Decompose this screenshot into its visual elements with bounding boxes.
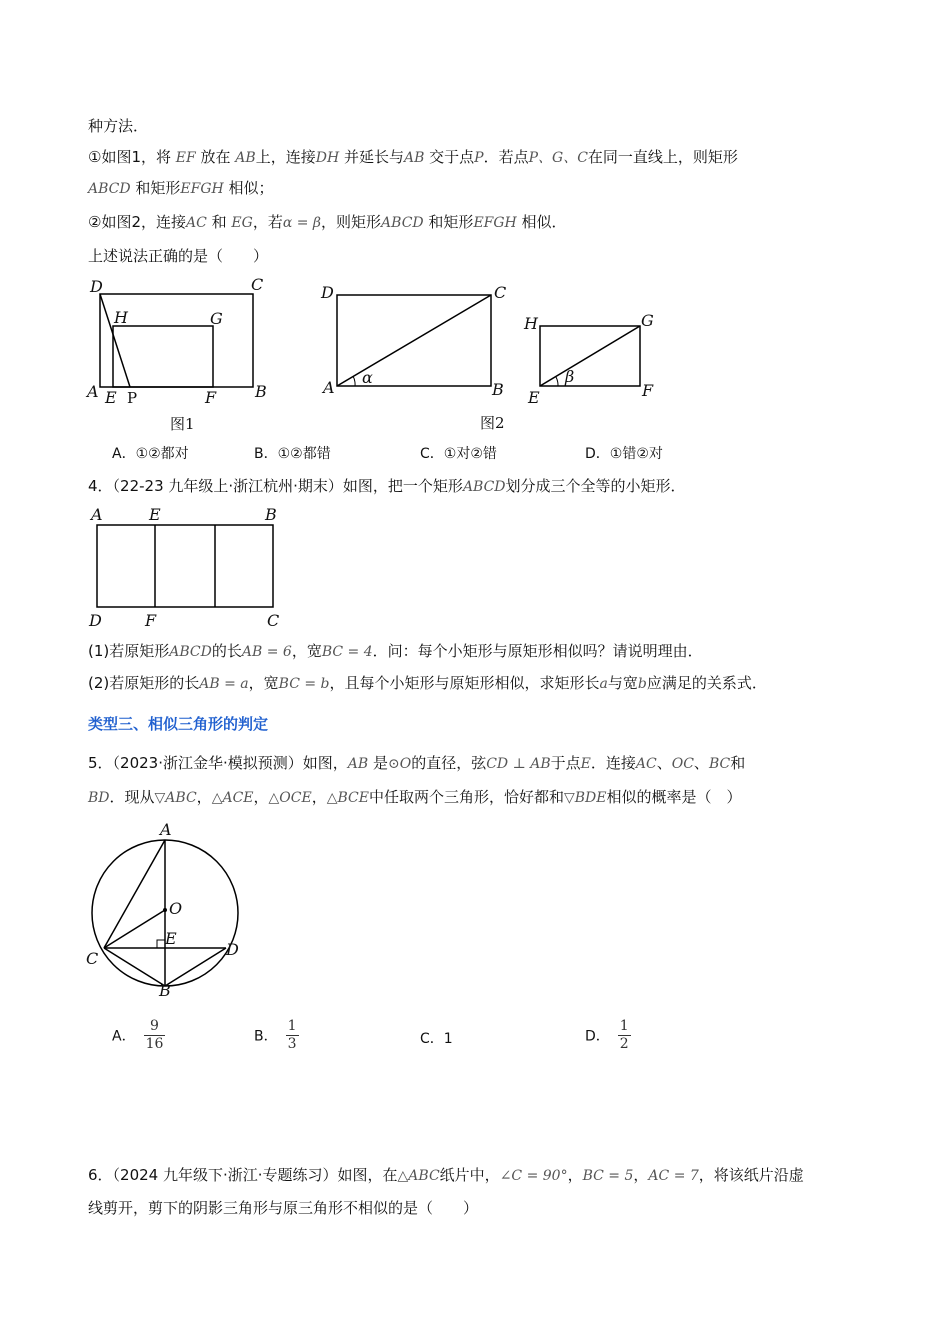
q5-label-o: O (169, 899, 183, 918)
q5-stem-cont: BD．现从▽ABC，△ACE，△OCE，△BCE中任取两个三角形，恰好都和▽BDE相似的概率是（ ） (88, 788, 742, 806)
q3-figure-2 (318, 278, 668, 438)
q3-option-d[interactable]: D．①错②对 (585, 446, 663, 462)
q5-segment-bc (104, 948, 165, 986)
q5-segment-ac (104, 840, 165, 948)
q3-figure-1 (85, 272, 285, 437)
fig2-label-b: B (492, 380, 504, 399)
q4-part-1: (1)若原矩形ABCD的长AB = 6，宽BC = 4．问：每个小矩形与原矩形相似吗？请说明理由． (88, 642, 703, 660)
fig1-caption: 图1 (170, 415, 195, 433)
q4-label-b: B (265, 505, 277, 524)
q5-label-e: E (165, 929, 177, 948)
fig2-label-e: E (528, 388, 540, 407)
q5-segment-oc (104, 910, 165, 948)
fig2-label-alpha: α (362, 368, 373, 387)
q3-statement-1: ①如图1，将 EF 放在 AB上，连接DH 并延长与AB 交于点P．若点P、G、C在同一直线上，则矩形 (88, 148, 738, 166)
q5-label-a: A (160, 820, 172, 839)
q4-label-a: A (91, 505, 103, 524)
fig2-diagonal-eg (540, 326, 640, 386)
q3-option-a[interactable]: A．①②都对 (112, 446, 189, 462)
q6-stem: 6．（2024 九年级下·浙江·专题练习）如图，在△ABC纸片中，∠C = 90°，BC = 5，AC = 7，将该纸片沿虚 (88, 1166, 804, 1184)
q5-option-b[interactable]: B． $\frac{1}{3}$ (254, 1018, 297, 1052)
fig1-label-e: E (105, 388, 117, 407)
q5-option-d[interactable]: D． $\frac{1}{2}$ (585, 1018, 629, 1052)
fig1-label-p: P (127, 389, 138, 407)
fig2-caption: 图2 (480, 414, 505, 432)
q5-figure (80, 815, 255, 1005)
q4-figure (85, 503, 295, 631)
fig1-label-c: C (251, 275, 264, 294)
fig2-label-d: D (321, 283, 334, 302)
q5-label-d: D (226, 940, 239, 959)
fig2-label-f: F (642, 381, 654, 400)
q5-stem: 5．（2023·浙江金华·模拟预测）如图，AB 是⊙O的直径，弦CD ⊥ AB于点E．连接AC、OC、BC和 (88, 754, 746, 772)
fig2-label-g: G (641, 311, 654, 330)
fig2-label-beta: β (565, 367, 575, 386)
fig1-label-a: A (87, 382, 99, 401)
q5-option-a[interactable]: A． $\frac{9}{16}$ (112, 1018, 164, 1052)
section-heading: 类型三、相似三角形的判定 (88, 715, 269, 733)
q5-label-c: C (86, 949, 99, 968)
q5-option-c[interactable]: C．1 (420, 1031, 453, 1047)
q5-label-b: B (159, 981, 171, 1000)
fig2-diagonal-ac (337, 295, 491, 386)
fig1-label-g: G (210, 309, 223, 328)
q4-label-e: E (149, 505, 161, 524)
fig2-label-a: A (323, 378, 335, 397)
q3-statement-1-cont: ABCD 和矩形EFGH 相似； (88, 179, 274, 197)
q3-question: 上述说法正确的是（ ） (88, 247, 269, 265)
q6-stem-cont: 线剪开，剪下的阴影三角形与原三角形不相似的是（ ） (88, 1199, 479, 1217)
q4-label-d: D (89, 611, 102, 630)
q3-line-0: 种方法． (88, 117, 149, 135)
fig1-label-b: B (255, 382, 267, 401)
q3-option-c[interactable]: C．①对②错 (420, 446, 497, 462)
q4-rect-abcd (97, 525, 273, 607)
q4-label-c: C (267, 611, 280, 630)
fig2-label-c: C (494, 283, 507, 302)
fig2-label-h: H (524, 314, 538, 333)
q4-label-f: F (145, 611, 157, 630)
q3-option-b[interactable]: B．①②都错 (254, 446, 331, 462)
q3-statement-2: ②如图2，连接AC 和 EG，若α = β，则矩形ABCD 和矩形EFGH 相似． (88, 213, 567, 231)
q4-stem: 4．（22-23 九年级上·浙江杭州·期末）如图，把一个矩形ABCD划分成三个全等的小矩形． (88, 477, 686, 495)
fig1-label-d: D (90, 277, 103, 296)
q5-segment-bd (165, 948, 226, 986)
fig1-label-h: H (114, 308, 128, 327)
q4-part-2: (2)若原矩形的长AB = a，宽BC = b，且每个小矩形与原矩形相似，求矩形长a与宽b应满足的关系式． (88, 674, 767, 692)
fig1-rect-efgh (113, 326, 213, 387)
q5-right-angle-mark (157, 940, 165, 948)
fig1-label-f: F (205, 388, 217, 407)
